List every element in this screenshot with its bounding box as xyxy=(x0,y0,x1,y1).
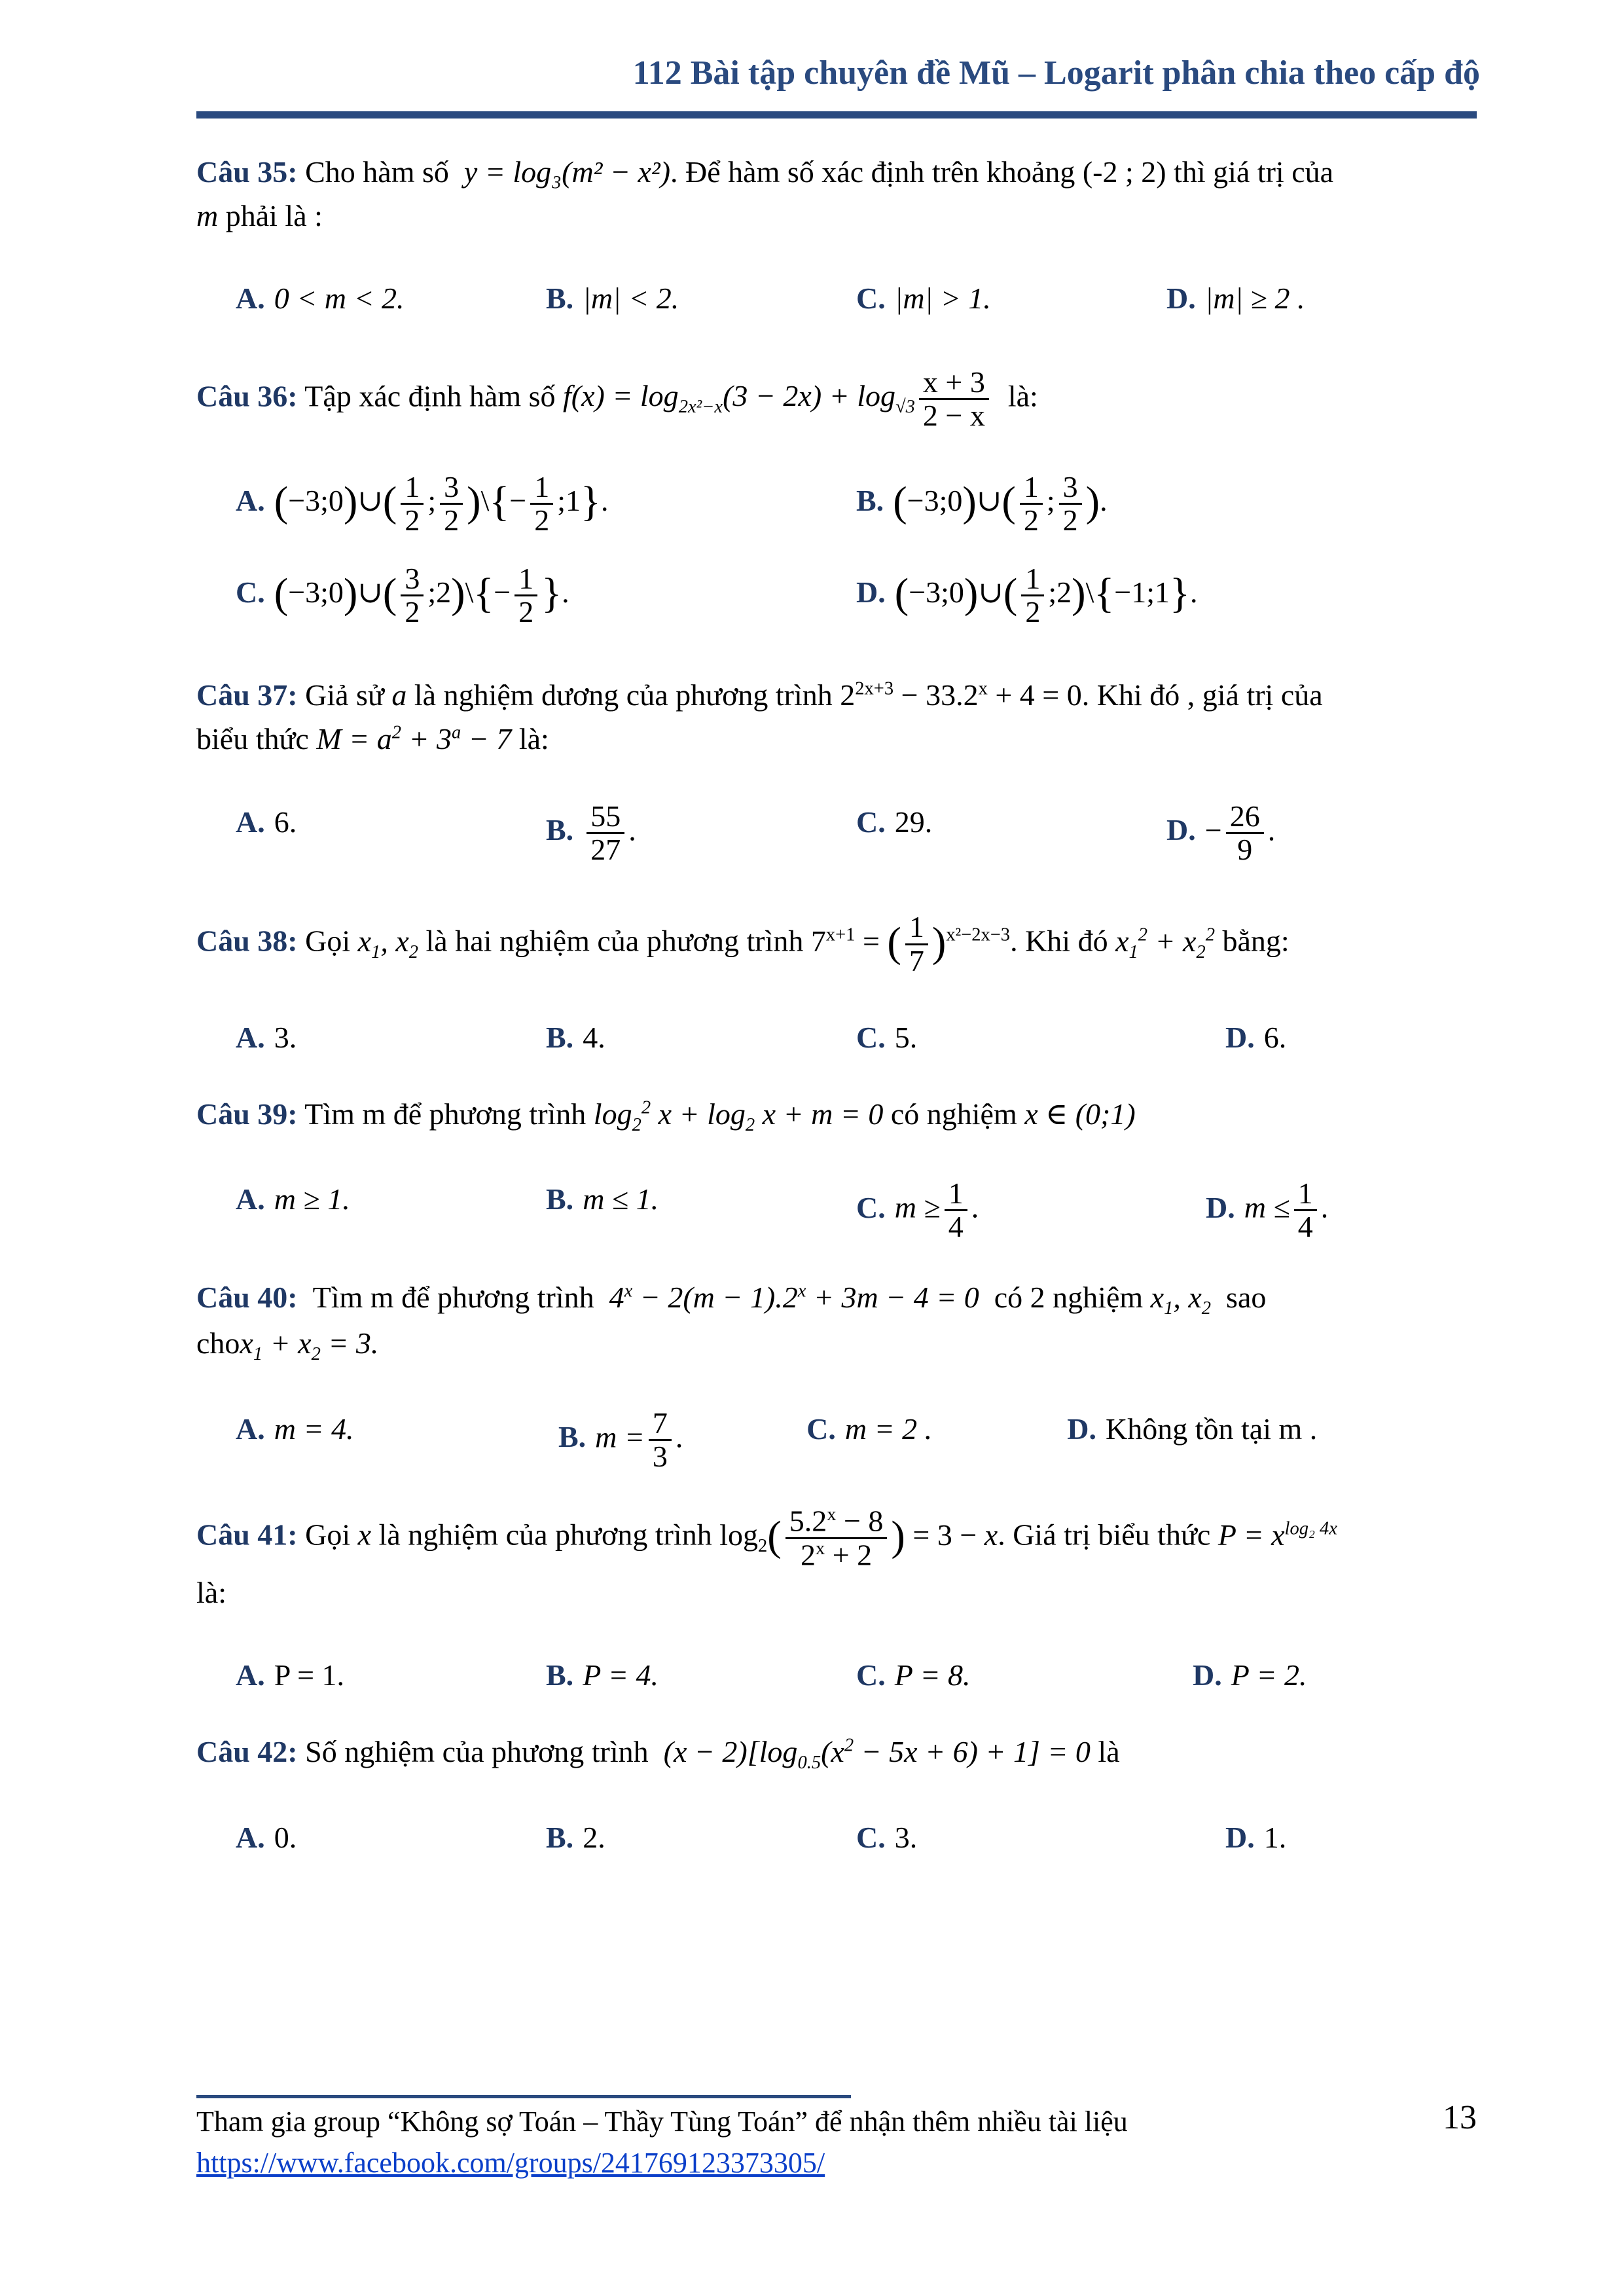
question-text: Gọi xyxy=(305,924,351,958)
option-b[interactable] xyxy=(546,1016,856,1060)
question-text: . Để hàm số xác định trên khoảng (-2 ; 2) thì giá trị của xyxy=(670,155,1334,189)
answer-options xyxy=(196,277,1477,321)
question-text: là nghiệm của phương trình xyxy=(378,1518,712,1552)
formula: $7^{x+1}$ = ( $\frac{1}{7}$ )$^{x^2-2x-3}$ xyxy=(810,910,1011,977)
question-text: . Giá trị biểu thức xyxy=(998,1518,1211,1552)
question-text: Cho hàm số xyxy=(305,155,449,189)
option-text: 0. xyxy=(274,1820,297,1854)
option-c[interactable] xyxy=(856,1654,1166,1698)
option-text: m = 4. xyxy=(274,1412,354,1446)
option-label: D. xyxy=(856,575,886,609)
option-b[interactable]: B. m = $\frac{7}{3}$ . xyxy=(558,1406,683,1474)
option-formula: (−3;0)∪( $\frac{1}{2}$ ; $\frac{3}{2}$ )\{− $\frac{1}{2}$ ;1}. xyxy=(274,469,609,538)
option-b[interactable] xyxy=(546,277,856,321)
question-text: . Khi đó xyxy=(1010,924,1108,958)
option-label: A. xyxy=(236,1020,265,1054)
question-text: là: xyxy=(196,1575,226,1609)
option-text: m = 2 . xyxy=(844,1412,933,1446)
option-text: P = 8. xyxy=(894,1658,971,1692)
option-label: A. xyxy=(236,484,265,518)
question-text: Gọi xyxy=(305,1518,351,1552)
question-variable: m xyxy=(196,198,219,232)
option-c[interactable] xyxy=(236,562,856,628)
option-label: C. xyxy=(856,282,886,316)
formula: $P = x^{log_2 4x}$ xyxy=(1218,1518,1337,1552)
question-41 xyxy=(196,1505,1477,1614)
formula: $x_1 + x_2 = 3$. xyxy=(240,1326,379,1365)
option-label: C. xyxy=(806,1412,836,1446)
question-text: Tập xác định hàm số xyxy=(304,379,556,413)
option-text: |m| > 1. xyxy=(894,282,991,316)
option-text: m = xyxy=(595,1420,645,1454)
formula: $\log_2$( $\frac{5.2^x - 8}{2^x + 2}$ ) = 3 − x xyxy=(719,1504,998,1572)
formula: $x_1$, $x_2$ xyxy=(357,924,418,962)
option-label: A. xyxy=(236,1658,265,1692)
question-label: Câu 37: xyxy=(196,678,298,712)
option-label: A. xyxy=(236,1820,265,1854)
option-formula: (−3;0)∪( $\frac{1}{2}$ ;2)\{−1;1}. xyxy=(894,561,1198,629)
question-text: là: xyxy=(518,721,549,756)
option-b[interactable] xyxy=(546,1654,856,1698)
option-c[interactable] xyxy=(856,801,1166,866)
formula: $4^x - 2(m - 1).2^x + 3m - 4 = 0$ xyxy=(609,1280,979,1314)
option-c[interactable] xyxy=(806,1408,1067,1473)
question-label: Câu 41: xyxy=(196,1518,298,1552)
question-text: phải là : xyxy=(218,198,323,232)
question-label: Câu 40: xyxy=(196,1280,298,1314)
question-text: có nghiệm xyxy=(890,1097,1017,1131)
option-text: m ≥ xyxy=(894,1190,941,1224)
option-label: B. xyxy=(856,484,884,518)
option-text: 3. xyxy=(274,1020,297,1054)
option-label: D. xyxy=(1225,1820,1255,1854)
question-text: là hai nghiệm của phương trình xyxy=(425,924,804,958)
question-38 xyxy=(196,911,1477,977)
option-text: 3. xyxy=(894,1820,918,1854)
option-text: m ≤ xyxy=(1244,1190,1290,1224)
option-text: 29. xyxy=(894,805,933,839)
question-37 xyxy=(196,674,1477,761)
option-b[interactable] xyxy=(546,1178,856,1243)
option-formula: (−3;0)∪( $\frac{3}{2}$ ;2)\{− $\frac{1}{2}$ }. xyxy=(274,561,569,629)
answer-options xyxy=(196,562,1477,628)
question-list xyxy=(196,151,1477,1859)
option-a[interactable] xyxy=(236,1408,558,1473)
option-d[interactable] xyxy=(1166,1016,1536,1060)
answer-options xyxy=(196,1816,1477,1860)
question-40 xyxy=(196,1276,1477,1368)
question-39 xyxy=(196,1093,1477,1139)
option-label: D. xyxy=(1166,812,1196,847)
option-text: P = 1. xyxy=(274,1658,345,1692)
option-c[interactable] xyxy=(856,277,1166,321)
question-variable: x xyxy=(357,1518,372,1552)
option-a[interactable] xyxy=(236,1816,546,1860)
option-fraction: $\frac{1}{4}$ xyxy=(945,1178,967,1243)
option-fraction: $\frac{55}{27}$ xyxy=(586,801,624,866)
option-text: 2. xyxy=(583,1820,605,1854)
footer-text: Tham gia group “Không sợ Toán – Thầy Tùng Toán” để nhận thêm nhiều tài liệu xyxy=(196,2105,1128,2138)
question-label: Câu 35: xyxy=(196,155,298,189)
formula: $2^{2x+3} - 33.2^x + 4 = 0$ xyxy=(840,678,1082,712)
option-c[interactable] xyxy=(856,1016,1166,1060)
option-label: D. xyxy=(1166,282,1196,316)
option-text: m ≥ 1. xyxy=(274,1182,350,1216)
option-b[interactable] xyxy=(546,1816,856,1860)
option-text: |m| ≥ 2 . xyxy=(1204,282,1305,316)
question-text: là xyxy=(1098,1735,1120,1769)
option-label: A. xyxy=(236,1412,265,1446)
option-c[interactable]: C. m ≥ $\frac{1}{4}$ . xyxy=(856,1176,979,1244)
formula: y = log₃(m² − x²) xyxy=(463,155,671,189)
formula: $\log_2^2 x + \log_2 x + m = 0$ xyxy=(593,1097,884,1135)
option-b[interactable] xyxy=(856,471,1477,537)
option-label: C. xyxy=(856,1658,886,1692)
option-label: B. xyxy=(558,1420,586,1454)
option-fraction: $\frac{26}{9}$ xyxy=(1226,801,1264,866)
option-a[interactable] xyxy=(236,277,546,321)
formula: $x_1^2 + x_2^2$ xyxy=(1115,924,1216,962)
option-fraction: $\frac{1}{4}$ xyxy=(1294,1178,1317,1243)
question-text: Giả sử xyxy=(305,678,384,712)
option-text: 6. xyxy=(1263,1020,1287,1054)
option-a[interactable] xyxy=(236,471,856,537)
answer-options xyxy=(196,1654,1477,1698)
option-text: 1. xyxy=(1263,1820,1287,1854)
option-d[interactable] xyxy=(1067,1408,1477,1473)
option-label: C. xyxy=(856,1190,886,1224)
option-text: 6. xyxy=(274,805,297,839)
question-variable: a xyxy=(391,678,407,712)
option-text: 0 < m < 2. xyxy=(274,282,405,316)
question-text: có 2 nghiệm xyxy=(994,1280,1144,1314)
question-42 xyxy=(196,1730,1477,1777)
question-label: Câu 42: xyxy=(196,1735,298,1769)
option-label: C. xyxy=(856,1020,886,1054)
formula: $(x - 2)[\log_{0.5}(x^2 - 5x + 6) + 1] = 0$ xyxy=(663,1735,1091,1774)
question-text: . Khi đó , giá trị của xyxy=(1081,678,1323,712)
question-text: Tìm m để phương trình xyxy=(312,1280,594,1314)
option-label: B. xyxy=(546,1658,574,1692)
option-label: C. xyxy=(236,575,265,609)
option-text: Không tồn tại m . xyxy=(1106,1412,1318,1446)
option-text: 4. xyxy=(583,1020,605,1054)
answer-options xyxy=(196,471,1477,537)
option-label: B. xyxy=(546,1182,574,1216)
option-label: B. xyxy=(546,282,574,316)
question-text: Số nghiệm của phương trình xyxy=(305,1735,649,1769)
page-number: 13 xyxy=(1443,2099,1477,2136)
question-text: Tìm m để phương trình xyxy=(304,1097,586,1131)
option-fraction: $\frac{7}{3}$ xyxy=(649,1408,672,1473)
option-label: B. xyxy=(546,1020,574,1054)
formula: x ∈ (0;1) xyxy=(1024,1097,1136,1131)
question-label: Câu 39: xyxy=(196,1097,298,1131)
option-d[interactable] xyxy=(1166,1654,1503,1698)
option-label: C. xyxy=(856,1820,886,1854)
question-36 xyxy=(196,367,1477,432)
formula: $M = a^2 + 3^a - 7$ xyxy=(316,721,512,756)
answer-options xyxy=(196,1178,1477,1243)
option-text: P = 4. xyxy=(583,1658,659,1692)
option-label: D. xyxy=(1067,1412,1097,1446)
option-label: D. xyxy=(1206,1190,1235,1224)
option-formula: (−3;0)∪( $\frac{1}{2}$ ; $\frac{3}{2}$ ). xyxy=(893,469,1108,538)
footer-link[interactable]: https://www.facebook.com/groups/241769123373305/ xyxy=(196,2147,825,2179)
question-text: biểu thức xyxy=(196,721,309,756)
option-a[interactable] xyxy=(236,801,546,866)
option-a[interactable] xyxy=(236,1654,546,1698)
option-d[interactable] xyxy=(856,562,1477,628)
answer-options xyxy=(196,1408,1477,1473)
option-text: 5. xyxy=(894,1020,918,1054)
option-d[interactable] xyxy=(1166,277,1477,321)
option-a[interactable] xyxy=(236,1178,546,1243)
question-label: Câu 36: xyxy=(196,379,298,413)
option-label: B. xyxy=(546,1820,574,1854)
footer-divider xyxy=(196,2095,851,2098)
answer-options xyxy=(196,801,1477,866)
option-d[interactable] xyxy=(1166,1816,1536,1860)
answer-options xyxy=(196,1016,1477,1060)
page-header-title: 112 Bài tập chuyên đề Mũ – Logarit phân chia theo cấp độ xyxy=(632,54,1480,92)
option-text: m ≤ 1. xyxy=(583,1182,659,1216)
formula: $x_1$, $x_2$ xyxy=(1150,1280,1212,1319)
option-a[interactable] xyxy=(236,1016,546,1060)
formula: $f(x) = \log_{2x^2-x}(3 - 2x) + \log_{√3}$ xyxy=(563,379,915,418)
option-text: |m| < 2. xyxy=(583,282,679,316)
option-text: P = 2. xyxy=(1231,1658,1307,1692)
question-text: bằng: xyxy=(1222,924,1290,958)
question-text: là nghiệm dương của phương trình xyxy=(414,678,833,712)
option-label: B. xyxy=(546,812,574,847)
question-text: là: xyxy=(1007,379,1038,413)
option-label: D. xyxy=(1193,1658,1222,1692)
option-d[interactable]: D. m ≤ $\frac{1}{4}$ . xyxy=(1206,1176,1329,1244)
header-divider xyxy=(196,111,1477,118)
option-label: C. xyxy=(856,805,886,839)
question-text: sao xyxy=(1226,1280,1267,1314)
option-b[interactable]: B. $\frac{55}{27}$ . xyxy=(546,799,636,866)
option-c[interactable] xyxy=(856,1816,1166,1860)
question-text: cho xyxy=(196,1326,240,1360)
option-label: A. xyxy=(236,1182,265,1216)
option-label: A. xyxy=(236,282,265,316)
option-label: A. xyxy=(236,805,265,839)
option-d[interactable]: D. − $\frac{26}{9}$ . xyxy=(1166,799,1276,866)
question-label: Câu 38: xyxy=(196,924,298,958)
option-label: D. xyxy=(1225,1020,1255,1054)
fraction: $\frac{x + 3}{2 - x}$ xyxy=(919,367,989,432)
question-35 xyxy=(196,151,1477,238)
